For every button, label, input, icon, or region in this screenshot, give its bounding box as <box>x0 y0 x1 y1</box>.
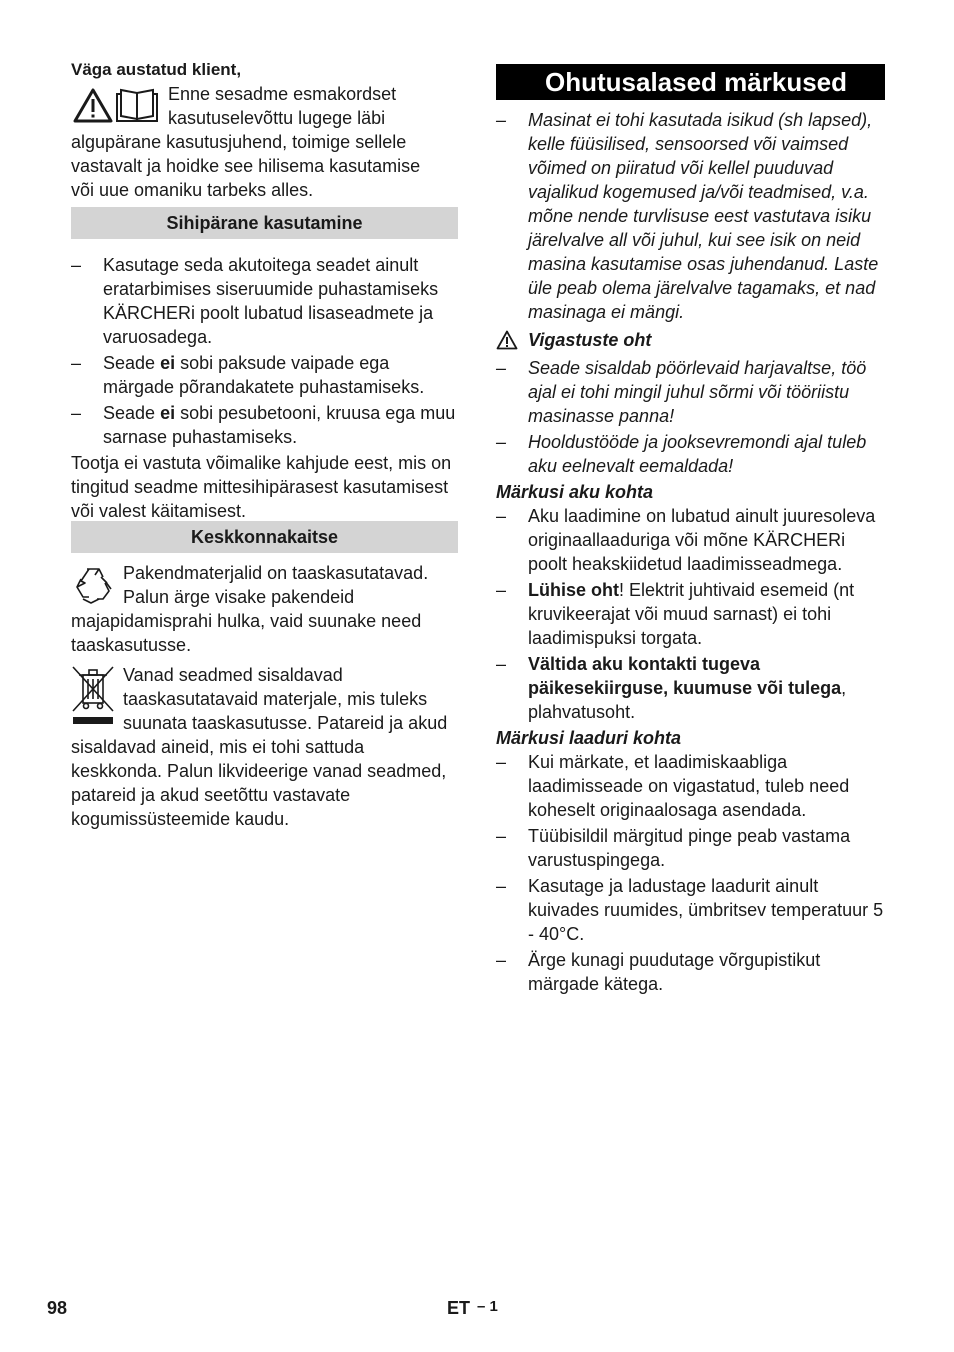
footer-language: ET – 1 <box>447 1298 498 1318</box>
list-item: – Vältida aku kontakti tugeva päikesekiirguse, kuumuse või tulega, plahvatusoht. <box>496 654 847 722</box>
page-number: 98 <box>47 1298 68 1318</box>
intro-line-5: või uue omaniku tarbeks alles. <box>71 180 314 200</box>
weee-block <box>71 663 458 831</box>
weee-text: Vanad seadmed sisaldavad taaskasutatavaid materjale, mis tuleks suunata taaskasutusse. Patareid ja akud sisaldavad aineid, mis ei tohi sattuda keskkonda. Palun likvideerige vanad seadmed, patareid ja akud seetõttu vastavate kogumissüsteemide kaudu. <box>71 665 448 829</box>
warning-icon <box>496 330 518 350</box>
warning-book-icons <box>73 88 161 124</box>
list-item: – Seade sisaldab pöörlevaid harjavaltse, töö ajal ei tohi mingil juhul sõrmi või tööriistu masinasse panna! <box>496 358 867 426</box>
recycle-icon <box>71 563 115 607</box>
intended-use-list <box>71 253 458 449</box>
charger-list <box>496 750 885 996</box>
recycle-text: Pakendmaterjalid on taaskasutatavad. Palun ärge visake pakendeid majapidamisprahi hulka, vaid suunake need taaskasutusse. <box>71 563 429 655</box>
list-item: – Aku laadimine on lubatud ainult juuresoleva originaallaaduriga või mõne KÄRCHERi poolt heakskiidetud laadimisseadmega. <box>496 506 876 574</box>
battery-title: Märkusi aku kohta <box>496 482 654 502</box>
intro-line-3: algupärane kasutusjuhend, toimige sellele <box>71 132 407 152</box>
intro-block <box>71 82 458 202</box>
manual-book-icon <box>117 90 157 121</box>
list-item: – Kui märkate, et laadimiskaabliga laadimisseade on vigastatud, tuleb need koheselt originaalosaga asendada. <box>496 752 850 820</box>
intro-line-4: vastavalt ja hoidke see hilisema kasutamise <box>71 156 421 176</box>
crossed-bin-icon <box>71 665 115 727</box>
intro-line-1: Enne sesadme esmakordset <box>168 84 397 104</box>
greeting: Väga austatud klient, <box>71 60 242 79</box>
liability-note: Tootja ei vastuta võimalike kahjude eest, mis on tingitud seadme mittesihipärasest kasutamisest või valest käitamisest. <box>71 453 452 521</box>
section-intended-use <box>71 207 458 523</box>
page-title: Ohutusalased märkused <box>496 64 885 100</box>
danger-heading <box>496 328 885 352</box>
list-item: – Seade ei sobi pesubetooni, kruusa ega muu sarnase puhastamiseks. <box>71 403 456 447</box>
section-title-environment: Keskkonnakaitse <box>71 521 458 553</box>
list-item: – Masinat ei tohi kasutada isikud (sh lapsed), kelle füüsilised, sensoorsed või vaimsed võimed on piiratud või kellel puuduvad vajalikud kogemused ja/või teadmised, v.a. mõne nende turvlisuse eest vastutava isiku järelvalve all või juhul, kui see isik on neid masina kasutamise osas juhendanud. Laste üle peab olema järelvalve tagamaks, et nad masinaga ei mängi. <box>496 110 879 322</box>
danger-list <box>496 356 885 478</box>
list-item: – Seade ei sobi paksude vaipade ega märgade põrandakatete puhastamiseks. <box>71 353 425 397</box>
intro-line-2: kasutuselevõttu lugege läbi <box>168 108 386 128</box>
list-item: – Kasutage seda akutoitega seadet ainult eratarbimises siseruumide puhastamiseks KÄRCHERi poolt lubatud lisaseadmete ja varuosadega. <box>71 255 439 347</box>
recycle-block <box>71 561 458 657</box>
list-item: – Tüübisildil märgitud pinge peab vastama varustuspingega. <box>496 826 851 870</box>
safety-list <box>496 108 885 324</box>
section-environment <box>71 521 458 831</box>
list-item: – Hooldustööde ja jooksevremondi ajal tuleb aku eelnevalt eemaldada! <box>496 432 867 476</box>
danger-title: Vigastuste oht <box>528 330 652 350</box>
right-column <box>496 64 885 998</box>
warning-icon <box>73 88 161 124</box>
section-title-intended-use: Sihipärane kasutamine <box>71 207 458 239</box>
list-item: – Lühise oht! Elektrit juhtivaid esemeid (nt kruvikeerajat või muud sarnast) ei tohi laadimispuksi torgata. <box>496 580 855 648</box>
list-item: – Ärge kunagi puudutage võrgupistikut märgade kätega. <box>496 950 821 994</box>
battery-list <box>496 504 885 724</box>
list-item: – Kasutage ja ladustage laadurit ainult kuivades ruumides, ümbritsev temperatuur 5 - 40°C. <box>496 876 884 944</box>
charger-title: Märkusi laaduri kohta <box>496 728 682 748</box>
